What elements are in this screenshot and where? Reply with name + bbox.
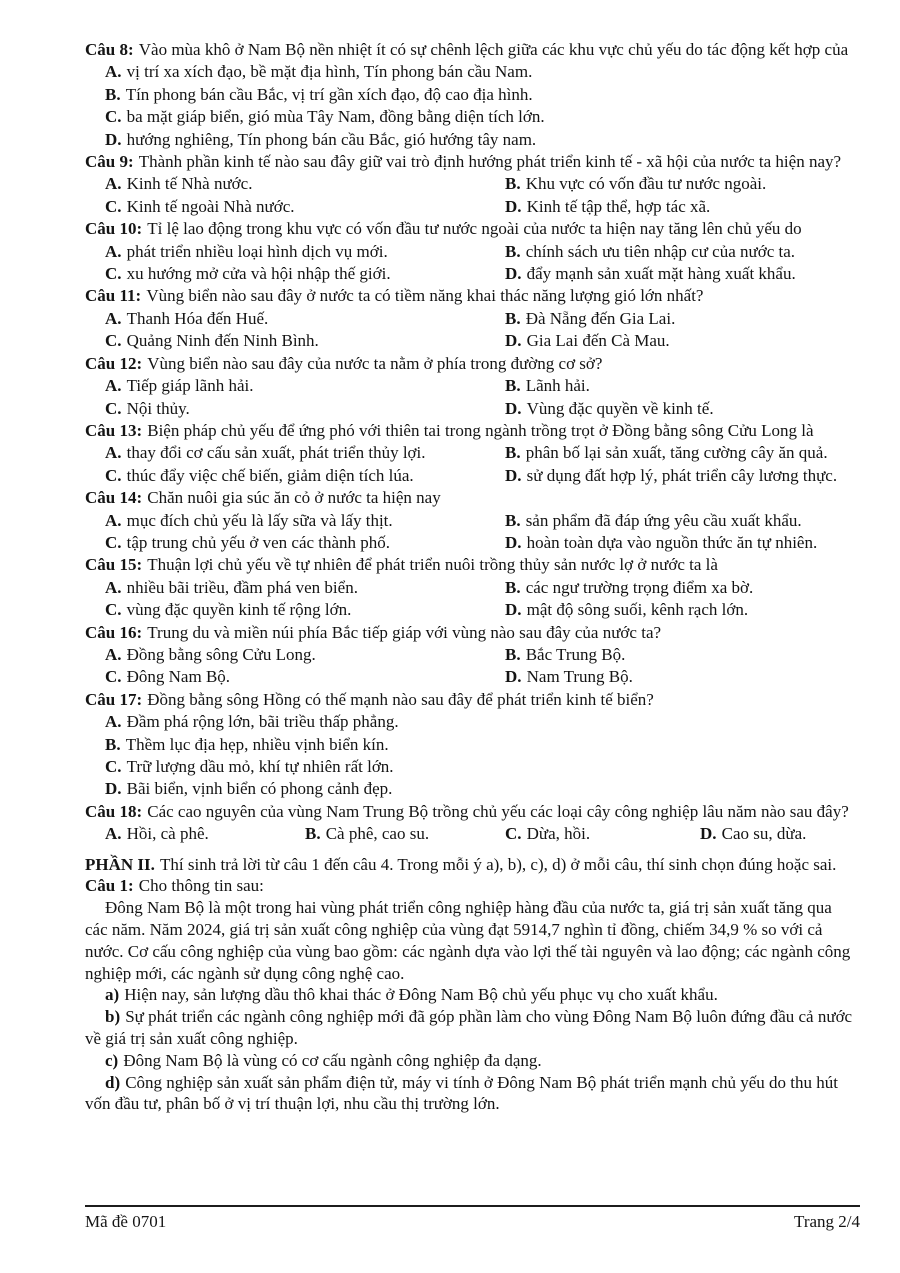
option-label: C.	[105, 398, 122, 418]
option-label: D.	[505, 196, 522, 216]
option-label: B.	[505, 510, 521, 530]
statement-label: c)	[105, 1050, 119, 1070]
option-18C: C. Dừa, hồi.	[505, 824, 591, 844]
question-18-options	[85, 823, 858, 845]
question-18-label: Câu 18:	[85, 801, 143, 821]
question-8	[85, 39, 858, 151]
page-number-label: Trang 2/4	[794, 1212, 860, 1231]
option-label: D.	[700, 824, 717, 844]
statement-d: d) Công nghiệp sản xuất sản phẩm điện tử, máy vi tính ở Đông Nam Bộ phát triển mạnh chủ yếu do thu hút vốn đầu tư, phân bố ở vị trí thuận lợi, nhu cầu thị trường lớn.	[85, 1072, 838, 1114]
question-13-label: Câu 13:	[85, 420, 143, 440]
option-label: B.	[505, 241, 521, 261]
option-9D: D. Kinh tế tập thể, hợp tác xã.	[505, 196, 711, 216]
part2-instructions: Thí sinh trả lời từ câu 1 đến câu 4. Trong mỗi ý a), b), c), d) ở mỗi câu, thí sinh chọn đúng hoặc sai.	[160, 854, 837, 874]
option-17C: C. Trữ lượng dầu mỏ, khí tự nhiên rất lớn.	[105, 757, 394, 776]
option-label: C.	[105, 600, 122, 620]
option-label: D.	[505, 532, 522, 552]
option-11C: C. Quảng Ninh đến Ninh Bình.	[105, 331, 319, 351]
option-label: C.	[505, 824, 522, 844]
option-label: B.	[505, 308, 521, 328]
option-10D: D. đẩy mạnh sản xuất mặt hàng xuất khẩu.	[505, 264, 796, 284]
question-9	[85, 151, 858, 218]
question-14-label: Câu 14:	[85, 488, 143, 508]
option-13A: A. thay đổi cơ cấu sản xuất, phát triển thủy lợi.	[105, 443, 426, 463]
question-11-text: Câu 11: Vùng biển nào sau đây ở nước ta có tiềm năng khai thác năng lượng gió lớn nhất?	[85, 286, 704, 306]
question-15-text: Câu 15: Thuận lợi chủ yếu về tự nhiên để phát triển nuôi trồng thủy sản nước lợ ở nước ta là	[85, 555, 718, 575]
statement-c: c) Đông Nam Bộ là vùng có cơ cấu ngành công nghiệp đa dạng.	[105, 1050, 542, 1070]
statement-label: a)	[105, 985, 120, 1005]
option-16B: B. Bắc Trung Bộ.	[505, 644, 626, 664]
question-12-label: Câu 12:	[85, 353, 143, 373]
question-1-statements	[85, 984, 858, 1115]
option-14C: C. tập trung chủ yếu ở ven các thành phố.	[105, 532, 391, 552]
option-label: D.	[505, 331, 522, 351]
option-label: A.	[105, 712, 122, 732]
question-14-text: Câu 14: Chăn nuôi gia súc ăn cỏ ở nước ta hiện nay	[85, 488, 441, 508]
question-8-label: Câu 8:	[85, 40, 134, 59]
option-8C: C. ba mặt giáp biển, gió mùa Tây Nam, đồng bằng diện tích lớn.	[105, 107, 545, 127]
option-14A: A. mục đích chủ yếu là lấy sữa và lấy thịt.	[105, 510, 393, 530]
option-label: A.	[105, 308, 122, 328]
option-18D: D. Cao su, dừa.	[700, 824, 807, 844]
question-16	[85, 622, 858, 689]
question-1-header	[85, 875, 858, 897]
question-11-label: Câu 11:	[85, 286, 142, 306]
option-label: C.	[105, 532, 122, 552]
question-10-options	[85, 241, 858, 286]
question-13-options	[85, 442, 858, 487]
option-9B: B. Khu vực có vốn đầu tư nước ngoài.	[505, 174, 767, 194]
question-10	[85, 218, 858, 285]
option-label: C.	[105, 667, 122, 687]
question-8-text: Câu 8: Vào mùa khô ở Nam Bộ nền nhiệt ít có sự chênh lệch giữa các khu vực chủ yếu do tác động kết hợp của	[85, 40, 849, 59]
question-9-options	[85, 173, 858, 218]
option-label: D.	[505, 398, 522, 418]
option-12C: C. Nội thủy.	[105, 398, 190, 418]
question-1-intro: Cho thông tin sau:	[138, 876, 264, 896]
part1-questions	[85, 39, 858, 846]
question-13-text: Câu 13: Biện pháp chủ yếu để ứng phó với thiên tai trong ngành trồng trọt ở Đồng bằng sông Cửu Long là	[85, 420, 814, 440]
question-14	[85, 487, 858, 554]
option-label: A.	[105, 577, 122, 597]
option-label: D.	[105, 129, 122, 149]
option-label: B.	[305, 824, 321, 844]
question-9-label: Câu 9:	[85, 152, 134, 172]
option-12A: A. Tiếp giáp lãnh hải.	[105, 376, 254, 396]
option-16D: D. Nam Trung Bộ.	[505, 667, 633, 687]
question-18	[85, 801, 858, 846]
option-10B: B. chính sách ưu tiên nhập cư của nước ta.	[505, 241, 796, 261]
question-15	[85, 554, 858, 621]
option-label: D.	[505, 667, 522, 687]
question-1-label: Câu 1:	[85, 876, 134, 896]
option-15B: B. các ngư trường trọng điểm xa bờ.	[505, 577, 754, 597]
question-18-text: Câu 18: Các cao nguyên của vùng Nam Trung Bộ trồng chủ yếu các loại cây công nghiệp lâu năm nào sau đây?	[85, 801, 849, 821]
option-13D: D. sử dụng đất hợp lý, phát triển cây lương thực.	[505, 465, 838, 485]
question-11-options	[85, 308, 858, 353]
option-label: A.	[105, 174, 122, 194]
part2-section	[85, 854, 858, 1116]
option-label: C.	[105, 331, 122, 351]
question-17-text: Câu 17: Đồng bằng sông Hồng có thế mạnh nào sau đây để phát triển kinh tế biển?	[85, 689, 654, 709]
option-18B: B. Cà phê, cao su.	[305, 824, 430, 844]
page-footer	[85, 1205, 860, 1233]
question-15-label: Câu 15:	[85, 555, 143, 575]
option-11B: B. Đà Nẵng đến Gia Lai.	[505, 308, 676, 328]
question-12-text: Câu 12: Vùng biển nào sau đây của nước ta nằm ở phía trong đường cơ sở?	[85, 353, 603, 373]
option-11A: A. Thanh Hóa đến Huế.	[105, 308, 269, 328]
option-label: B.	[105, 84, 121, 104]
question-16-label: Câu 16:	[85, 622, 143, 642]
question-10-label: Câu 10:	[85, 219, 143, 239]
part2-header	[85, 854, 858, 876]
option-10A: A. phát triển nhiều loại hình dịch vụ mới.	[105, 241, 388, 261]
option-10C: C. xu hướng mở cửa và hội nhập thế giới.	[105, 264, 391, 284]
option-label: A.	[105, 443, 122, 463]
option-8D: D. hướng nghiêng, Tín phong bán cầu Bắc, gió hướng tây nam.	[105, 129, 537, 149]
statement-a: a) Hiện nay, sản lượng dầu thô khai thác ở Đông Nam Bộ chủ yếu phục vụ cho xuất khẩu.	[105, 985, 718, 1005]
option-label: A.	[105, 510, 122, 530]
option-15A: A. nhiều bãi triều, đầm phá ven biển.	[105, 577, 358, 597]
option-14B: B. sản phẩm đã đáp ứng yêu cầu xuất khẩu.	[505, 510, 802, 530]
question-17-label: Câu 17:	[85, 689, 143, 709]
question-10-text: Câu 10: Tỉ lệ lao động trong khu vực có vốn đầu tư nước ngoài của nước ta hiện nay tăng lên chủ yếu do	[85, 219, 802, 239]
option-label: D.	[105, 779, 122, 799]
question-12-options	[85, 375, 858, 420]
option-label: C.	[105, 465, 122, 485]
statement-label: b)	[105, 1007, 121, 1027]
option-13B: B. phân bố lại sản xuất, tăng cường cây ăn quả.	[505, 443, 828, 463]
option-label: C.	[105, 196, 122, 216]
option-label: B.	[505, 443, 521, 463]
option-13C: C. thúc đẩy việc chế biến, giảm diện tích lúa.	[105, 465, 414, 485]
option-label: A.	[105, 62, 122, 82]
option-15C: C. vùng đặc quyền kinh tế rộng lớn.	[105, 600, 352, 620]
question-17	[85, 689, 858, 801]
option-label: B.	[505, 376, 521, 396]
option-label: B.	[505, 174, 521, 194]
option-16C: C. Đông Nam Bộ.	[105, 667, 231, 687]
option-8A: A. vị trí xa xích đạo, bề mặt địa hình, Tín phong bán cầu Nam.	[105, 62, 533, 82]
option-label: C.	[105, 264, 122, 284]
option-11D: D. Gia Lai đến Cà Mau.	[505, 331, 670, 351]
option-label: C.	[105, 107, 122, 127]
option-label: A.	[105, 644, 122, 664]
statement-label: d)	[105, 1072, 121, 1092]
question-15-options	[85, 577, 858, 622]
option-12D: D. Vùng đặc quyền về kinh tế.	[505, 398, 714, 418]
option-16A: A. Đồng bằng sông Cửu Long.	[105, 644, 316, 664]
option-label: C.	[105, 757, 122, 776]
part2-label: PHẦN II.	[85, 854, 155, 874]
option-12B: B. Lãnh hải.	[505, 376, 590, 396]
question-9-text: Câu 9: Thành phần kinh tế nào sau đây giữ vai trò định hướng phát triển kinh tế - xã hội của nước ta hiện nay?	[85, 152, 842, 172]
option-17D: D. Bãi biển, vịnh biển có phong cảnh đẹp.	[105, 779, 393, 799]
option-9C: C. Kinh tế ngoài Nhà nước.	[105, 196, 295, 216]
question-12	[85, 353, 858, 420]
question-13	[85, 420, 858, 487]
question-8-options	[85, 61, 858, 151]
question-16-text: Câu 16: Trung du và miền núi phía Bắc tiếp giáp với vùng nào sau đây của nước ta?	[85, 622, 662, 642]
option-label: B.	[505, 577, 521, 597]
option-label: A.	[105, 376, 122, 396]
question-1-passage: Đông Nam Bộ là một trong hai vùng phát triển công nghiệp hàng đầu của nước ta, giá trị sản xuất tăng qua các năm. Năm 2024, giá trị sản xuất công nghiệp của vùng đạt 5914,7 nghìn tỉ đồng, chiếm 34,9 % so với cả nước. Cơ cấu công nghiệp của vùng bao gồm: các ngành dựa vào lợi thế tài nguyên và lao động; các ngành công nghiệp mới, các ngành sử dụng công nghệ cao.	[85, 898, 851, 983]
option-label: D.	[505, 264, 522, 284]
option-label: B.	[505, 644, 521, 664]
question-14-options	[85, 510, 858, 555]
statement-b: b) Sự phát triển các ngành công nghiệp mới đã góp phần làm cho vùng Đông Nam Bộ luôn đứng đầu cả nước về giá trị sản xuất công nghiệp.	[85, 1007, 853, 1048]
option-8B: B. Tín phong bán cầu Bắc, vị trí gần xích đạo, độ cao địa hình.	[105, 84, 533, 104]
question-11	[85, 285, 858, 352]
exam-code-label: Mã đề 0701	[85, 1212, 167, 1231]
option-label: D.	[505, 600, 522, 620]
option-label: B.	[105, 734, 121, 754]
option-14D: D. hoàn toàn dựa vào nguồn thức ăn tự nhiên.	[505, 532, 818, 552]
option-17B: B. Thềm lục địa hẹp, nhiều vịnh biển kín.	[105, 734, 389, 754]
question-16-options	[85, 644, 858, 689]
option-18A: A. Hồi, cà phê.	[105, 824, 209, 844]
option-label: A.	[105, 241, 122, 261]
option-label: D.	[505, 465, 522, 485]
question-17-options	[85, 711, 858, 801]
option-15D: D. mật độ sông suối, kênh rạch lớn.	[505, 600, 749, 620]
option-17A: A. Đầm phá rộng lớn, bãi triều thấp phẳng.	[105, 712, 399, 732]
option-9A: A. Kinh tế Nhà nước.	[105, 174, 253, 194]
option-label: A.	[105, 824, 122, 844]
